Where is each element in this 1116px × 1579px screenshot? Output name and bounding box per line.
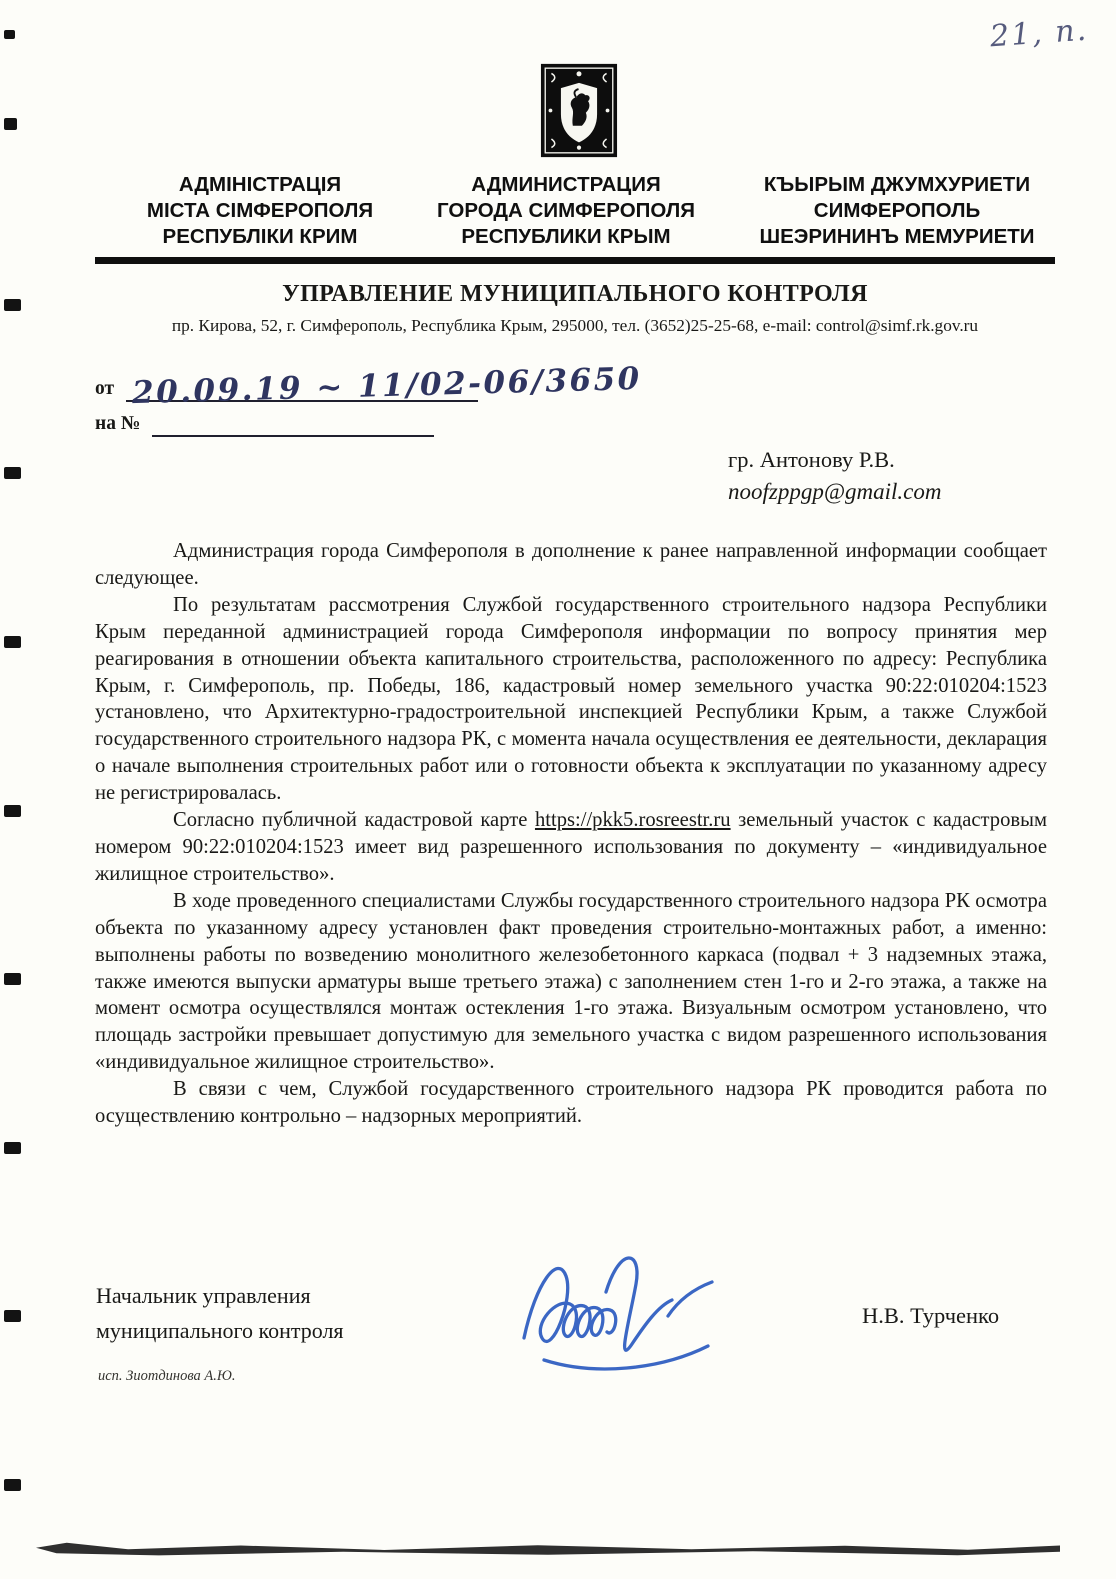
on-number-label: на № — [95, 413, 141, 434]
org-line: РЕСПУБЛИКИ КРЫМ — [461, 225, 671, 248]
paragraph-5: В связи с чем, Службой государственного строительного надзора РК проводится работа по осуществлению контрольно – надзорных мероприятий. — [95, 1078, 1047, 1128]
org-name-russian — [410, 172, 722, 250]
executor-note: исп. Зиотдинова А.Ю. — [98, 1368, 236, 1384]
recipient-email: noofzppgp@gmail.com — [728, 479, 942, 504]
org-line: ШЕЭРИНИНЪ МЕМУРИЕТИ — [759, 225, 1035, 248]
handwritten-outgoing-number: 20.09.19 ~ 11/02-06/3650 — [131, 360, 643, 412]
scan-artifact — [4, 636, 21, 648]
scan-artifact — [4, 805, 21, 817]
cadastre-map-link[interactable]: https://pkk5.rosreestr.ru — [534, 809, 731, 832]
department-title: УПРАВЛЕНИЕ МУНИЦИПАЛЬНОГО КОНТРОЛЯ — [282, 281, 868, 307]
scan-artifact — [4, 299, 21, 311]
scan-artifact — [4, 1310, 21, 1322]
handwritten-corner-note: 21, п. — [988, 12, 1090, 55]
org-line: МІСТА СІМФЕРОПОЛЯ — [146, 199, 374, 222]
paragraph-2: По результатам рассмотрения Службой государственного строительного надзора Республики Крым переданной администрацией города Симферополя информации по вопросу принятия мер реагирования в отношении объекта капитального строительства, расположенного по адресу: Республика Крым, г. Симферополь, пр. Победы, 186, кадастровый номер земельного участка 90:22:010204:1523 установлено, что Архитектурно-градостроительной инспекцией Республики Крым, а также Службой государственного строительного надзора РК, с момента начала осуществления ее деятельности, декларация о начале выполнения строительных работ или о готовности объекта к эксплуатации по указанному адресу не регистрировалась. — [95, 593, 1047, 805]
paragraph-text: Согласно публичной кадастровой карте — [173, 809, 535, 832]
incoming-ref-row — [95, 409, 478, 437]
reference-block — [95, 360, 643, 437]
griffin-emblem-icon — [540, 62, 618, 159]
scan-artifact — [4, 30, 15, 39]
paragraph-3 — [95, 807, 1047, 888]
org-name-ukrainian — [126, 172, 394, 250]
paragraph-4: В ходе проведенного специалистами Службы государственного строительного надзора РК осмотра объекта по указанному адресу установлен факт проведения строительно-монтажных работ, а именно: выполнены работы по возведению монолитного железобетонного каркаса (подвал + 3 надземных этажа, также имеются выпуски арматуры выше третьего этажа) с заполнением стен 1-го и 2-го этажа, а также на момент осмотра осуществлялся монтаж остекления 1-го этажа. Визуальным осмотром установлено, что площадь застройки превышает допустимую для земельного участка с видом разрешенного использования «индивидуальное жилищное строительство». — [95, 889, 1047, 1074]
outgoing-ref-row — [95, 360, 643, 412]
org-line: СИМФЕРОПОЛЬ — [813, 199, 981, 222]
paragraph-1: Администрация города Симферополя в дополнение к ранее направленной информации сообщает следующее. — [95, 540, 1047, 589]
org-name-crimean-tatar — [733, 172, 1061, 250]
recipient-block — [728, 444, 941, 508]
scan-artifact — [4, 118, 17, 130]
org-line: ГОРОДА СИМФЕРОПОЛЯ — [437, 199, 695, 222]
scan-artifact — [4, 973, 21, 985]
position-line: муниципального контроля — [96, 1318, 344, 1343]
handwritten-signature — [510, 1240, 740, 1390]
incoming-number-line — [152, 409, 434, 437]
outgoing-number-line — [126, 360, 643, 412]
org-line: АДМІНІСТРАЦІЯ — [178, 173, 342, 196]
scan-artifact — [4, 1142, 21, 1154]
recipient-name: гр. Антонову Р.В. — [728, 447, 895, 472]
contact-line: пр. Кирова, 52, г. Симферополь, Республика Крым, 295000, тел. (3652)25-25-68, e-mail: control@simf.rk.gov.ru — [171, 316, 979, 335]
scan-artifact — [4, 467, 21, 479]
org-line: КЪЫРЫМ ДЖУМХУРИЕТИ — [763, 173, 1031, 196]
org-line: РЕСПУБЛІКИ КРИМ — [162, 225, 358, 248]
paragraph-text: земельный участок с кадастровым номером 90:22:010204:1523 имеет вид разрешенного использования по документу – «индивидуальное жилищное строительство». — [95, 809, 1047, 885]
coat-of-arms-emblem — [540, 62, 618, 159]
signature-icon — [510, 1240, 740, 1390]
scan-artifact — [36, 1541, 1060, 1556]
signatory-name: Н.В. Турченко — [862, 1303, 1000, 1328]
scan-artifact — [4, 1479, 21, 1491]
divider — [95, 257, 1055, 264]
signatory-position — [96, 1278, 344, 1348]
org-line: АДМИНИСТРАЦИЯ — [471, 173, 661, 196]
position-line: Начальник управления — [96, 1283, 311, 1308]
from-label: от — [95, 378, 115, 399]
letter-body — [95, 538, 1047, 1130]
